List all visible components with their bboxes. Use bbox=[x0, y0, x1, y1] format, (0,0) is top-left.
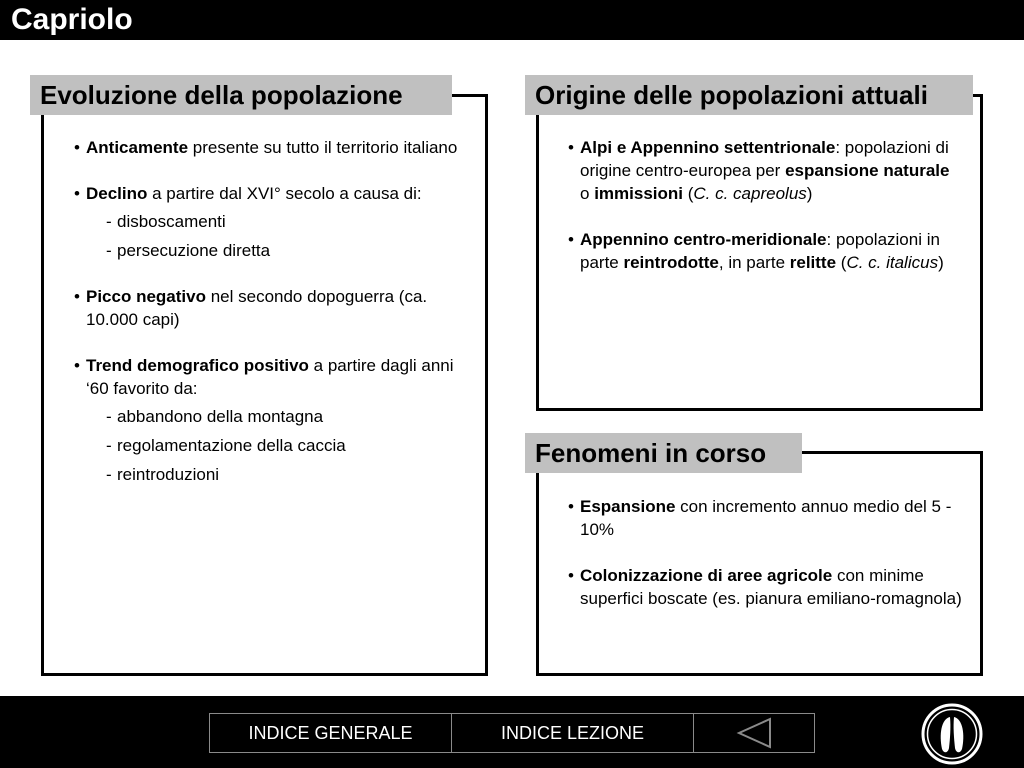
origine-content bbox=[568, 136, 958, 297]
indice-lezione-button[interactable]: INDICE LEZIONE bbox=[451, 713, 694, 753]
list-item: • Trend demografico positivo a partire dagli anni ‘60 favorito da: - abbandono della montagna - regolamentazione della caccia - reintroduzioni bbox=[74, 354, 474, 486]
triangle-left-icon bbox=[734, 716, 774, 750]
evoluzione-content bbox=[74, 136, 474, 509]
list-item: • Alpi e Appennino settentrionale: popolazioni di origine centro-europea per espansione naturale o immissioni (C. c. capreolus) bbox=[568, 138, 950, 203]
sub-list-item: - persecuzione diretta bbox=[106, 241, 271, 260]
title-bar bbox=[0, 0, 1024, 40]
origine-heading: Origine delle popolazioni attuali bbox=[525, 75, 973, 115]
evoluzione-heading: Evoluzione della popolazione bbox=[30, 75, 452, 115]
list-item: • Declino a partire dal XVI° secolo a causa di: - disboscamenti - persecuzione diretta bbox=[74, 182, 474, 262]
list-item: • Anticamente presente su tutto il territorio italiano bbox=[74, 138, 458, 157]
sub-list-item: - regolamentazione della caccia bbox=[106, 436, 346, 455]
fenomeni-heading: Fenomeni in corso bbox=[525, 433, 802, 473]
back-button[interactable] bbox=[693, 713, 815, 753]
hoofprint-logo[interactable] bbox=[921, 703, 983, 765]
sub-list-item: - disboscamenti bbox=[106, 212, 226, 231]
list-item: • Colonizzazione di aree agricole con minime superfici boscate (es. pianura emiliano-romagnola) bbox=[568, 566, 962, 608]
list-item: • Espansione con incremento annuo medio del 5 - 10% bbox=[568, 497, 952, 539]
sub-list-item: - reintroduzioni bbox=[106, 465, 220, 484]
sub-list-item: - abbandono della montagna bbox=[106, 407, 324, 426]
indice-generale-button[interactable]: INDICE GENERALE bbox=[209, 713, 452, 753]
list-item: • Picco negativo nel secondo dopoguerra (ca. 10.000 capi) bbox=[74, 287, 428, 329]
page-title: Capriolo bbox=[11, 3, 133, 36]
list-item: • Appennino centro-meridionale: popolazioni in parte reintrodotte, in parte relitte (C. c. italicus) bbox=[568, 230, 944, 272]
fenomeni-content bbox=[568, 495, 963, 633]
